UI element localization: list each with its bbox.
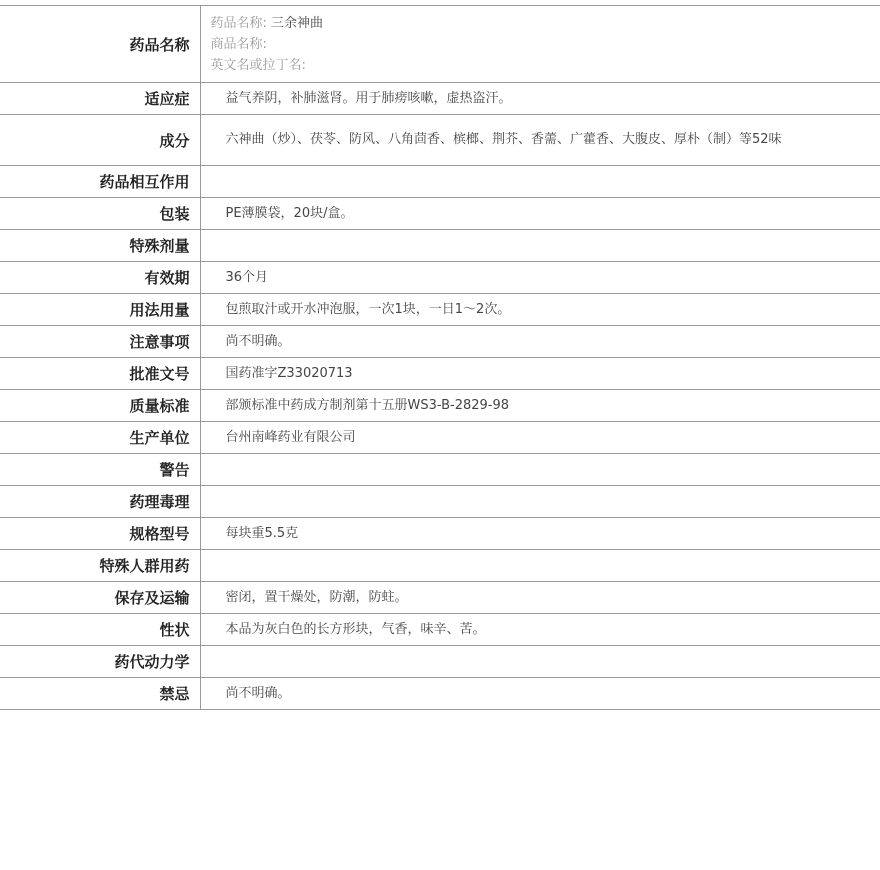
table-row bbox=[0, 326, 880, 358]
row-label: 用法用量 bbox=[0, 294, 200, 326]
row-value bbox=[200, 646, 880, 678]
row-label: 药代动力学 bbox=[0, 646, 200, 678]
drug-info-table bbox=[0, 5, 880, 710]
row-value: 密闭，置干燥处，防潮，防蛀。 bbox=[200, 582, 880, 614]
table-row bbox=[0, 518, 880, 550]
row-value bbox=[200, 454, 880, 486]
row-value: 36个月 bbox=[200, 262, 880, 294]
table-row bbox=[0, 486, 880, 518]
row-value: 包煎取汁或开水冲泡服，一次1块，一日1～2次。 bbox=[200, 294, 880, 326]
table-row bbox=[0, 262, 880, 294]
row-value: 每块重5.5克 bbox=[200, 518, 880, 550]
row-value: 部颁标准中药成方制剂第十五册WS3-B-2829-98 bbox=[200, 390, 880, 422]
row-label: 特殊剂量 bbox=[0, 230, 200, 262]
table-row bbox=[0, 115, 880, 166]
row-value: 尚不明确。 bbox=[200, 326, 880, 358]
row-label: 禁忌 bbox=[0, 678, 200, 710]
row-label: 包装 bbox=[0, 198, 200, 230]
row-value bbox=[200, 486, 880, 518]
table-row bbox=[0, 422, 880, 454]
generic-name-key: 药品名称: bbox=[210, 15, 267, 31]
row-label: 药理毒理 bbox=[0, 486, 200, 518]
row-label: 保存及运输 bbox=[0, 582, 200, 614]
table-row bbox=[0, 358, 880, 390]
table-row bbox=[0, 454, 880, 486]
row-value: PE薄膜袋，20块/盒。 bbox=[200, 198, 880, 230]
table-row bbox=[0, 294, 880, 326]
latin-name-line bbox=[211, 55, 791, 76]
row-value: 六神曲（炒）、茯苓、防风、八角茴香、槟榔、荆芥、香薷、广藿香、大腹皮、厚朴（制）等52味 bbox=[200, 115, 880, 166]
trade-name-line bbox=[211, 34, 791, 55]
row-label: 药品相互作用 bbox=[0, 166, 200, 198]
row-label: 规格型号 bbox=[0, 518, 200, 550]
row-value: 台州南峰药业有限公司 bbox=[200, 422, 880, 454]
row-value: 本品为灰白色的长方形块，气香，味辛、苦。 bbox=[200, 614, 880, 646]
row-label: 批准文号 bbox=[0, 358, 200, 390]
row-label: 成分 bbox=[0, 115, 200, 166]
row-value bbox=[200, 230, 880, 262]
row-label: 性状 bbox=[0, 614, 200, 646]
table-row bbox=[0, 582, 880, 614]
table-row bbox=[0, 230, 880, 262]
table-row bbox=[0, 678, 880, 710]
row-label: 有效期 bbox=[0, 262, 200, 294]
table-row bbox=[0, 198, 880, 230]
table-row bbox=[0, 550, 880, 582]
table-row bbox=[0, 646, 880, 678]
row-label: 适应症 bbox=[0, 83, 200, 115]
trade-name-key: 商品名称: bbox=[210, 36, 267, 52]
latin-name-key: 英文名或拉丁名: bbox=[210, 57, 306, 73]
generic-name-line bbox=[211, 13, 791, 34]
row-value: 尚不明确。 bbox=[200, 678, 880, 710]
row-value bbox=[200, 166, 880, 198]
row-value: 益气养阴，补肺滋肾。用于肺痨咳嗽，虚热盗汗。 bbox=[200, 83, 880, 115]
table-row bbox=[0, 83, 880, 115]
table-row bbox=[0, 614, 880, 646]
table-row-drug-name bbox=[0, 6, 880, 83]
row-label: 特殊人群用药 bbox=[0, 550, 200, 582]
generic-name-value: 三余神曲 bbox=[271, 15, 324, 31]
table-row bbox=[0, 166, 880, 198]
row-label: 质量标准 bbox=[0, 390, 200, 422]
row-label: 警告 bbox=[0, 454, 200, 486]
table-row bbox=[0, 390, 880, 422]
row-value: 国药准字Z33020713 bbox=[200, 358, 880, 390]
row-label: 药品名称 bbox=[0, 6, 200, 83]
row-label: 注意事项 bbox=[0, 326, 200, 358]
row-value bbox=[200, 550, 880, 582]
drug-name-cell bbox=[200, 6, 880, 83]
row-label: 生产单位 bbox=[0, 422, 200, 454]
